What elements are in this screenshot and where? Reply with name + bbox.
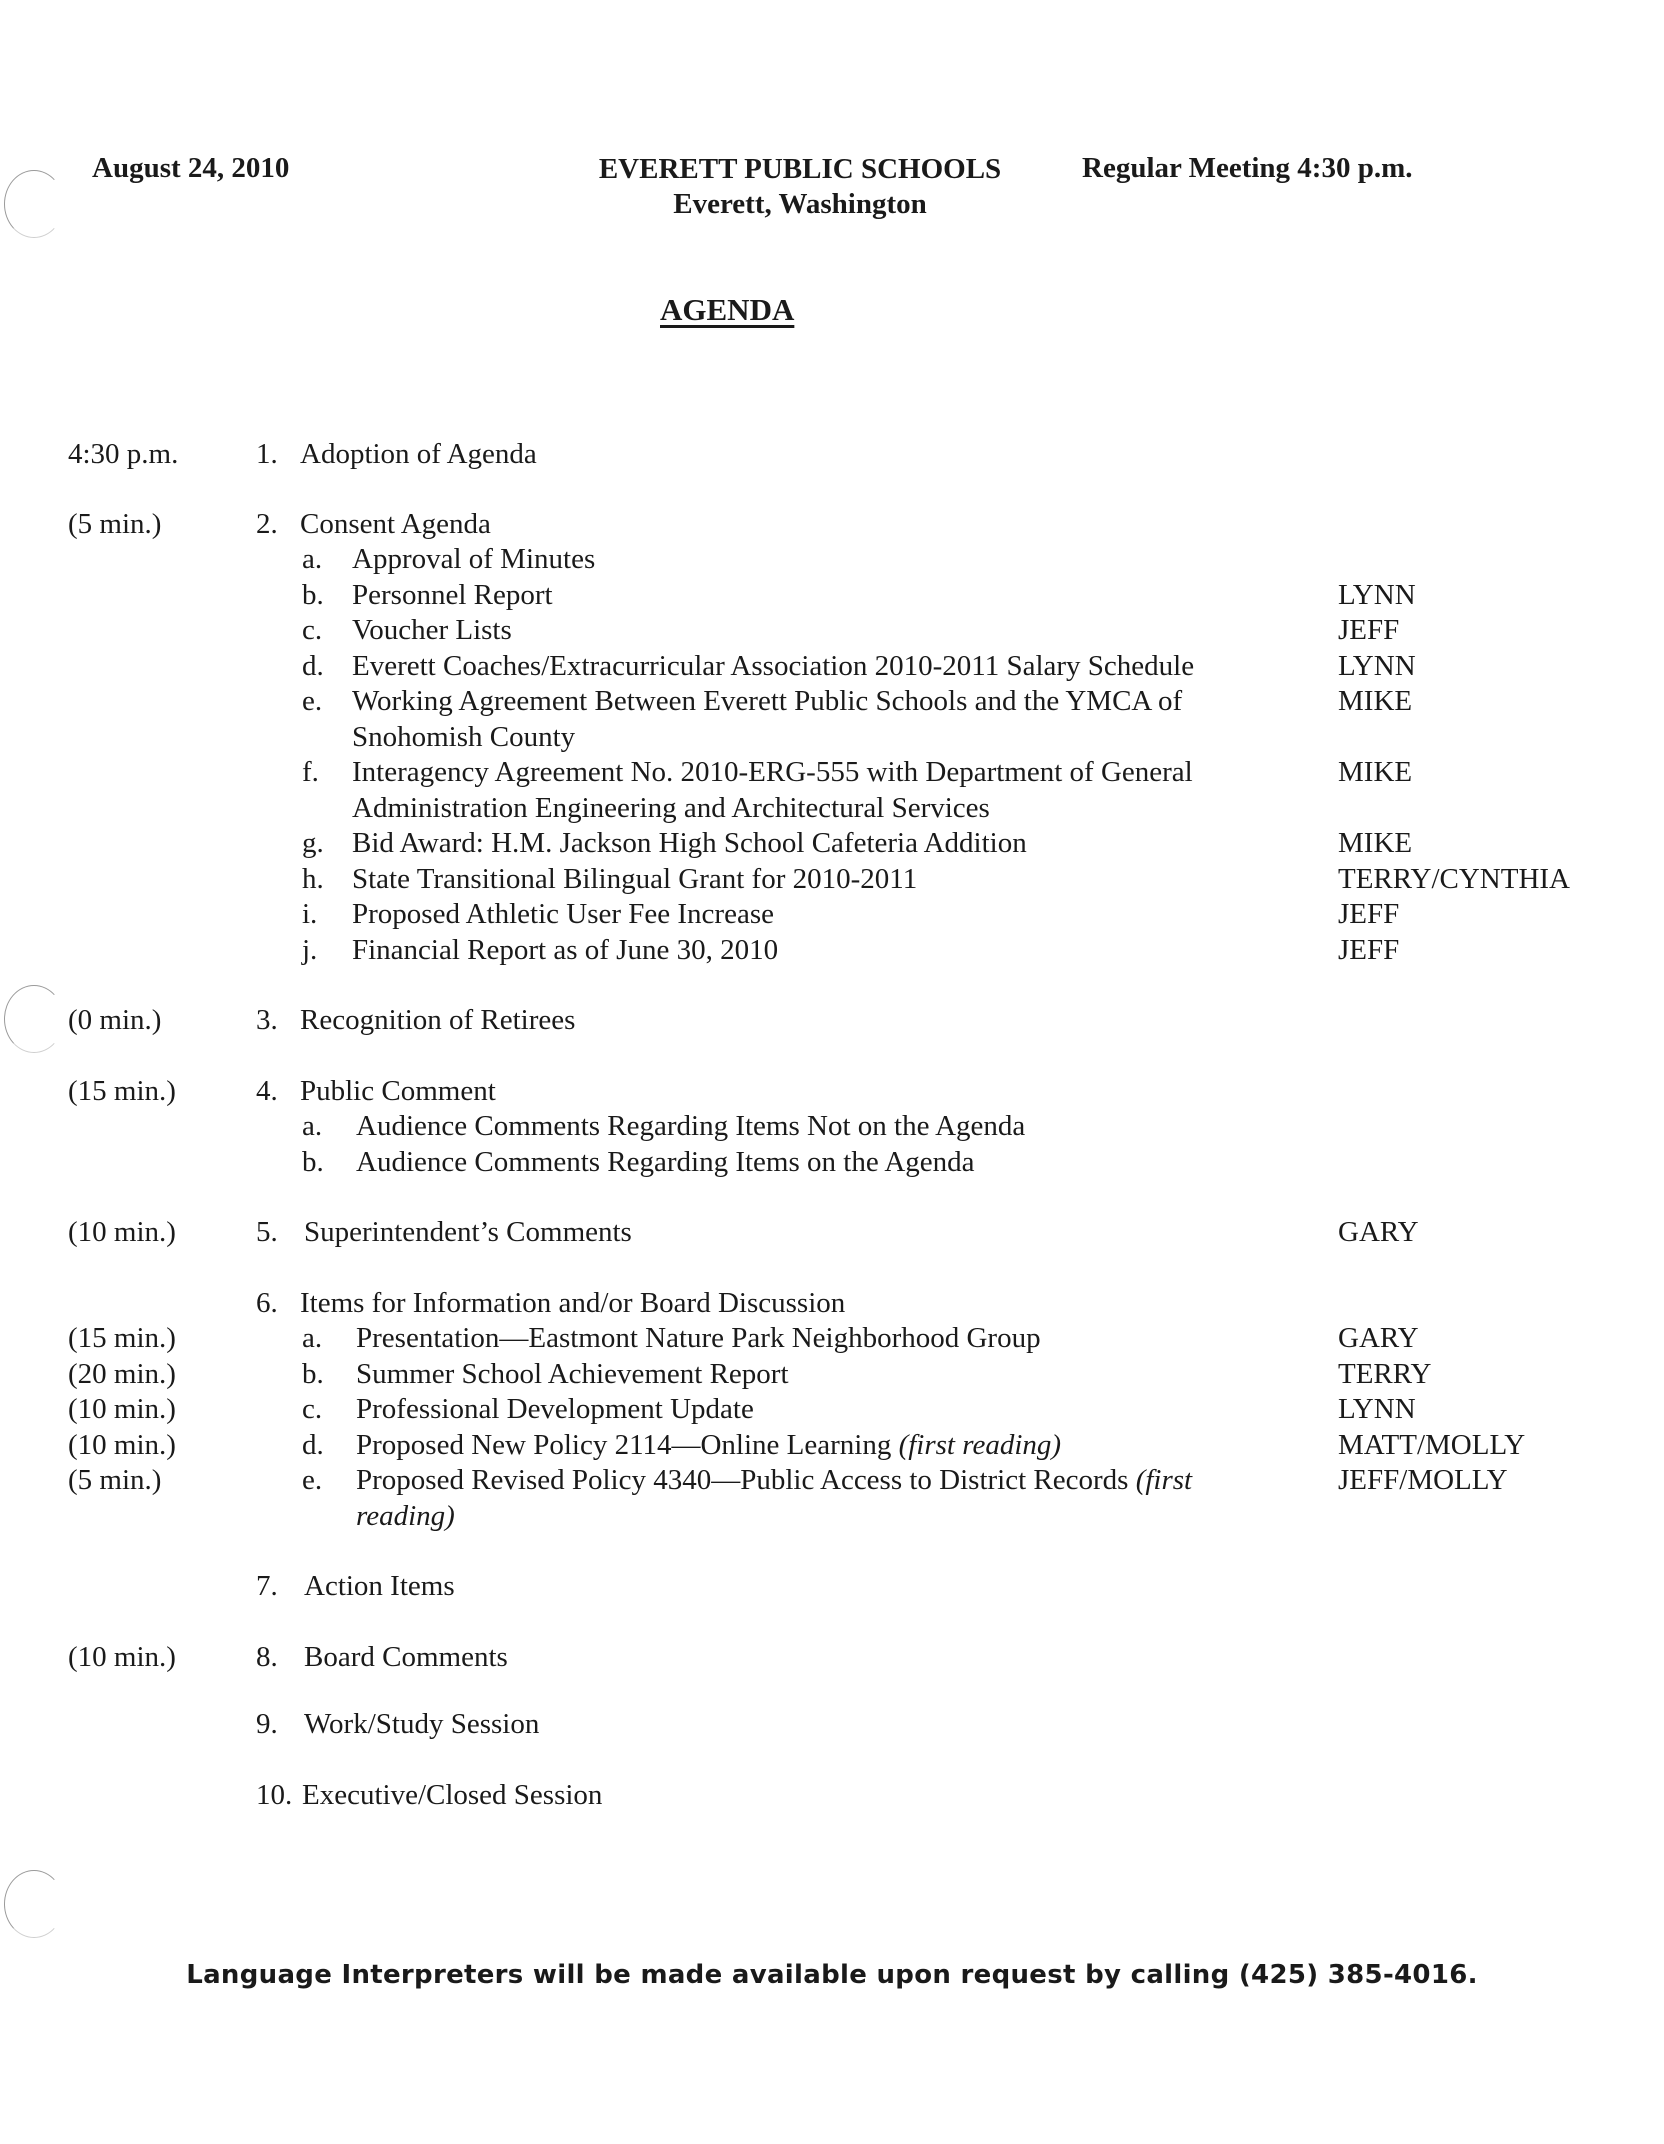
presenter: GARY — [1338, 1322, 1419, 1354]
sub-item-letter: a. — [302, 1110, 323, 1142]
meeting-type: Regular Meeting 4:30 p.m. — [1082, 152, 1413, 184]
presenter: JEFF — [1338, 614, 1400, 646]
sub-item-title: State Transitional Bilingual Grant for 2010-2011 — [352, 862, 918, 895]
sub-item-title-continued: Snohomish County — [352, 720, 576, 753]
agenda-item-5 — [0, 1215, 1664, 1251]
sub-item-2f — [0, 755, 1664, 791]
item-title: Recognition of Retirees — [300, 1004, 576, 1036]
item-title: Superintendent’s Comments — [304, 1216, 632, 1248]
presenter: JEFF/MOLLY — [1338, 1464, 1508, 1496]
agenda-item-9 — [0, 1707, 1664, 1743]
sub-item-2e — [0, 684, 1664, 720]
sub-item-2c — [0, 613, 1664, 649]
item-number: 8. — [256, 1640, 278, 1673]
item-time: (10 min.) — [68, 1216, 176, 1248]
sub-item-title: Approval of Minutes — [352, 543, 596, 575]
sub-item-letter: a. — [302, 543, 323, 575]
item-number: 6. — [256, 1286, 278, 1319]
presenter: GARY — [1338, 1216, 1419, 1248]
hole-punch-mark — [4, 170, 64, 238]
item-title: Work/Study Session — [304, 1708, 540, 1740]
sub-item-letter: j. — [302, 933, 318, 966]
sub-item-letter: a. — [302, 1322, 323, 1354]
item-time: 4:30 p.m. — [68, 438, 179, 470]
sub-item-letter: e. — [302, 1464, 323, 1496]
sub-item-title-text: Proposed Revised Policy 4340—Public Access to District Records — [356, 1464, 1136, 1496]
sub-item-2e-cont — [0, 720, 1664, 756]
sub-item-letter: e. — [302, 685, 323, 717]
sub-item-note-continued: reading) — [356, 1499, 455, 1532]
sub-item-6a — [0, 1321, 1664, 1357]
sub-item-title: Voucher Lists — [352, 614, 512, 646]
agenda-item-10 — [0, 1778, 1664, 1814]
agenda-item-1 — [0, 437, 1664, 473]
sub-item-title-continued: Administration Engineering and Architectural Services — [352, 791, 990, 824]
sub-item-title: Presentation—Eastmont Nature Park Neighborhood Group — [356, 1322, 1041, 1354]
presenter: LYNN — [1338, 649, 1416, 682]
sub-item-2d — [0, 649, 1664, 685]
sub-item-title: Working Agreement Between Everett Public Schools and the YMCA of — [352, 685, 1183, 717]
sub-item-title: Interagency Agreement No. 2010-ERG-555 with Department of General — [352, 756, 1193, 788]
item-title: Executive/Closed Session — [302, 1778, 603, 1811]
presenter: MIKE — [1338, 827, 1413, 859]
sub-item-letter: g. — [302, 827, 324, 859]
item-time: (5 min.) — [68, 1464, 162, 1496]
organization-location: Everett, Washington — [673, 188, 927, 220]
agenda-item-6 — [0, 1286, 1664, 1322]
presenter: LYNN — [1338, 1393, 1416, 1425]
sub-item-note: (first reading) — [898, 1428, 1062, 1461]
item-time: (10 min.) — [68, 1428, 176, 1461]
item-title: Board Comments — [304, 1640, 508, 1673]
presenter: MIKE — [1338, 685, 1413, 717]
sub-item-letter: b. — [302, 1357, 324, 1390]
sub-item-6c — [0, 1392, 1664, 1428]
sub-item-title: Audience Comments Regarding Items on the Agenda — [356, 1145, 975, 1178]
item-number: 7. — [256, 1570, 278, 1602]
organization-block — [560, 152, 1040, 222]
item-number: 4. — [256, 1074, 278, 1107]
presenter: MATT/MOLLY — [1338, 1428, 1526, 1461]
sub-item-2b — [0, 578, 1664, 614]
item-title: Public Comment — [300, 1074, 496, 1107]
sub-item-title: Professional Development Update — [356, 1393, 754, 1425]
item-time: (20 min.) — [68, 1357, 176, 1390]
sub-item-letter: f. — [302, 756, 319, 788]
sub-item-letter: b. — [302, 578, 324, 611]
agenda-list — [0, 437, 1664, 1813]
item-number: 2. — [256, 507, 278, 540]
item-time: (15 min.) — [68, 1322, 176, 1354]
item-number: 9. — [256, 1708, 278, 1740]
sub-item-title: Everett Coaches/Extracurricular Association 2010-2011 Salary Schedule — [352, 649, 1195, 682]
sub-item-2g — [0, 826, 1664, 862]
sub-item-title — [356, 1463, 1192, 1499]
sub-item-2a — [0, 542, 1664, 578]
sub-item-title: Proposed Athletic User Fee Increase — [352, 898, 774, 930]
sub-item-title-text: Proposed New Policy 2114—Online Learning — [356, 1428, 899, 1461]
presenter: TERRY — [1338, 1357, 1432, 1390]
sub-item-title: Financial Report as of June 30, 2010 — [352, 933, 779, 966]
item-title: Action Items — [304, 1570, 455, 1602]
item-title: Consent Agenda — [300, 507, 491, 540]
sub-item-title: Personnel Report — [352, 578, 553, 611]
item-time: (10 min.) — [68, 1393, 176, 1425]
sub-item-6e — [0, 1463, 1664, 1499]
sub-item-6e-cont — [0, 1499, 1664, 1535]
item-time: (10 min.) — [68, 1640, 176, 1673]
item-number: 10. — [256, 1778, 293, 1811]
sub-item-6d — [0, 1428, 1664, 1464]
item-number: 5. — [256, 1216, 278, 1248]
item-title: Adoption of Agenda — [300, 438, 537, 470]
page-title: AGENDA — [660, 292, 795, 327]
item-time: (5 min.) — [68, 507, 162, 540]
item-time: (15 min.) — [68, 1074, 176, 1107]
presenter: JEFF — [1338, 898, 1400, 930]
sub-item-6b — [0, 1357, 1664, 1393]
item-time: (0 min.) — [68, 1004, 162, 1036]
sub-item-note: (first — [1135, 1464, 1193, 1496]
agenda-item-8 — [0, 1640, 1664, 1676]
sub-item-2f-cont — [0, 791, 1664, 827]
sub-item-letter: c. — [302, 614, 323, 646]
sub-item-title: Audience Comments Regarding Items Not on the Agenda — [356, 1110, 1026, 1142]
sub-item-letter: c. — [302, 1393, 323, 1425]
agenda-item-2 — [0, 507, 1664, 543]
hole-punch-mark — [4, 1870, 64, 1938]
organization-name: EVERETT PUBLIC SCHOOLS — [598, 153, 1002, 185]
sub-item-2j — [0, 933, 1664, 969]
sub-item-2h — [0, 862, 1664, 898]
presenter: TERRY/CYNTHIA — [1338, 862, 1570, 895]
item-number: 3. — [256, 1004, 278, 1036]
sub-item-4b — [0, 1145, 1664, 1181]
agenda-item-7 — [0, 1569, 1664, 1605]
sub-item-title — [356, 1428, 1061, 1464]
agenda-item-4 — [0, 1074, 1664, 1110]
sub-item-2i — [0, 897, 1664, 933]
presenter: LYNN — [1338, 578, 1416, 611]
sub-item-letter: b. — [302, 1145, 324, 1178]
agenda-item-3 — [0, 1003, 1664, 1039]
sub-item-title: Bid Award: H.M. Jackson High School Cafeteria Addition — [352, 827, 1027, 859]
sub-item-letter: d. — [302, 1428, 324, 1461]
presenter: MIKE — [1338, 756, 1413, 788]
sub-item-letter: d. — [302, 649, 324, 682]
sub-item-letter: h. — [302, 862, 324, 895]
interpreter-notice: Language Interpreters will be made available upon request by calling (425) 385-4016. — [186, 1960, 1478, 1990]
presenter: JEFF — [1338, 933, 1400, 966]
sub-item-letter: i. — [302, 898, 318, 930]
item-title: Items for Information and/or Board Discussion — [300, 1286, 846, 1319]
meeting-date: August 24, 2010 — [92, 152, 290, 184]
sub-item-title: Summer School Achievement Report — [356, 1357, 789, 1390]
sub-item-4a — [0, 1109, 1664, 1145]
item-number: 1. — [256, 438, 278, 470]
